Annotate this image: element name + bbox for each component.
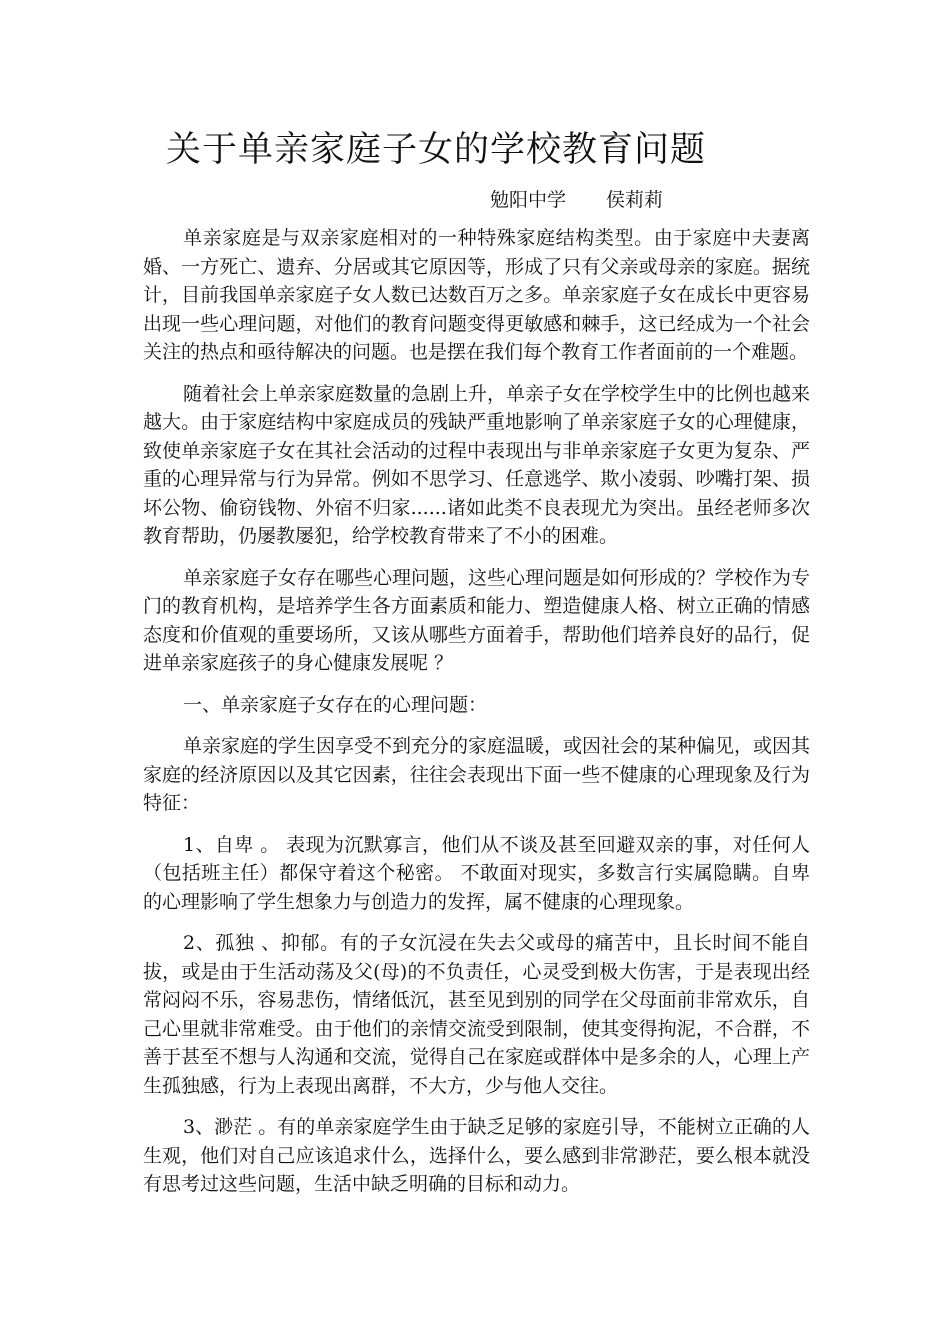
- section-heading-1: 一、单亲家庭子女存在的心理问题：: [183, 693, 488, 716]
- paragraph-background: 随着社会上单亲家庭数量的急剧上升，单亲子女在学校学生中的比例也越来越大。由于家庭结构中家庭成员的残缺严重地影响了单亲家庭子女的心理健康，致使单亲家庭子女在其社会活动的过程中表现出与非单亲家庭子女更为复杂、严重的心理异常与行为异常。例如不思学习、任意逃学、欺小凌弱、吵嘴打架、损坏公物、偷窃钱物、外宿不归家......诸如此类不良表现尤为突出。虽经老师多次教育帮助，仍屡教屡犯，给学校教育带来了不小的困难。: [143, 382, 811, 547]
- paragraph-item-2: 2、孤独 、抑郁。有的子女沉浸在失去父或母的痛苦中，且长时间不能自拔，或是由于生活动荡及父(母)的不负责任，心灵受到极大伤害，于是表现出经常闷闷不乐，容易悲伤，情绪低沉，甚至见到别的同学在父母面前非常欢乐，自己心里就非常难受。由于他们的亲情交流受到限制，使其变得拘泥，不合群，不善于甚至不想与人沟通和交流，觉得自己在家庭或群体中是多余的人，心理上产生孤独感，行为上表现出离群，不大方，少与他人交往。: [143, 932, 810, 1097]
- paragraph-item-1: 1、自卑 。 表现为沉默寡言，他们从不谈及甚至回避双亲的事，对任何人（包括班主任）都保守着这个秘密。 不敢面对现实，多数言行实属隐瞒。自卑的心理影响了学生想象力与创造力的发挥，属不健康的心理现象。: [143, 833, 810, 913]
- document-body: [143, 224, 810, 1212]
- paragraph-section-1-intro: 单亲家庭的学生因享受不到充分的家庭温暖，或因社会的某种偏见，或因其家庭的经济原因以及其它因素，往往会表现出下面一些不健康的心理现象及行为特征：: [143, 735, 811, 814]
- paragraph-item-3: 3、渺茫 。有的单亲家庭学生由于缺乏足够的家庭引导，不能树立正确的人生观，他们对自己应该追求什么，选择什么，要么感到非常渺茫，要么根本就没有思考过这些问题，生活中缺乏明确的目标和动力。: [143, 1116, 810, 1195]
- byline: [490, 186, 663, 214]
- paragraph-intro: 单亲家庭是与双亲家庭相对的一种特殊家庭结构类型。由于家庭中夫妻离婚、一方死亡、遗弃、分居或其它原因等，形成了只有父亲或母亲的家庭。据统计，目前我国单亲家庭子女人数已达数百万之多。单亲家庭子女在成长中更容易出现一些心理问题，对他们的教育问题变得更敏感和棘手，这已经成为一个社会关注的热点和亟待解决的问题。也是摆在我们每个教育工作者面前的一个难题。: [143, 227, 810, 363]
- paragraph-questions: 单亲家庭子女存在哪些心理问题，这些心理问题是如何形成的？学校作为专门的教育机构，是培养学生各方面素质和能力、塑造健康人格、树立正确的情感态度和价值观的重要场所，又该从哪些方面着手，帮助他们培养良好的品行，促进单亲家庭孩子的身心健康发展呢 ？: [143, 566, 811, 674]
- document-title: 关于单亲家庭子女的学校教育问题: [166, 130, 707, 170]
- school-name: 勉阳中学: [490, 189, 567, 211]
- author-name: 侯莉莉: [606, 189, 664, 211]
